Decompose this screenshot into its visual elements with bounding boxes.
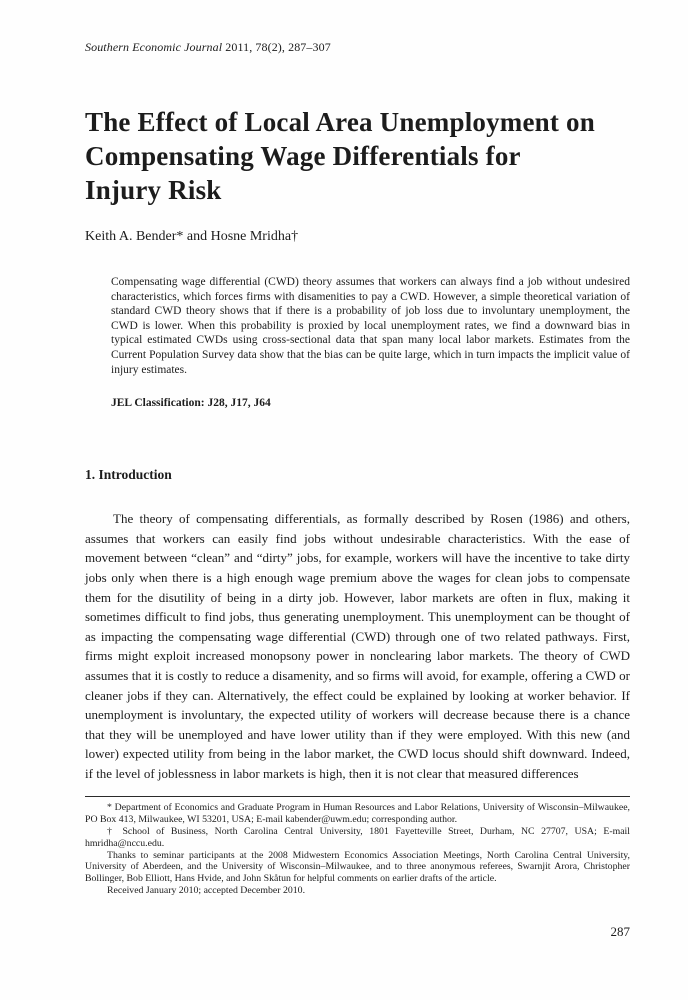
paper-title-line-1: The Effect of Local Area Unemployment on: [85, 107, 595, 137]
footnote-author-affiliation-1: * Department of Economics and Graduate Program in Human Resources and Labor Relations, University of Wisconsin–Milwaukee, PO Box 413, Milwaukee, WI 53201, USA; E-mail kabender@uwm.edu; corresponding author.: [85, 802, 630, 826]
footnote-received-accepted: Received January 2010; accepted December 2010.: [107, 885, 306, 897]
authors-line: Keith A. Bender* and Hosne Mridha†: [85, 229, 299, 244]
journal-issue-info: 2011, 78(2), 287–307: [222, 40, 331, 54]
journal-header: [85, 40, 630, 55]
paper-title-line-2: Compensating Wage Differentials for: [85, 141, 521, 171]
section-heading-introduction: 1. Introduction: [85, 467, 172, 483]
journal-name: Southern Economic Journal: [85, 40, 223, 54]
abstract-text: Compensating wage differential (CWD) theory assumes that workers can always find a job without undesired characteristics, which forces firms with disamenities to pay a CWD. However, a simple theoretical variation of standard CWD theory shows that if there is a probability of job loss due to involuntary unemployment, the CWD is lower. When this probability is proxied by local unemployment rates, we find a downward bias in typical estimated CWDs using cross-sectional data that span many local labor markets. Estimates from the Current Population Survey data show that the bias can be quite large, which in turn impacts the implicit value of injury estimates.: [111, 276, 630, 376]
paper-title: [85, 105, 630, 207]
page-number: 287: [610, 924, 630, 939]
footnote-author-affiliation-2: † School of Business, North Carolina Central University, 1801 Fayetteville Street, Durham, NC 27707, USA; E-mail hmridha@nccu.edu.: [85, 826, 630, 849]
body-paragraph: The theory of compensating differentials, as formally described by Rosen (1986) and others, assumes that workers can easily find jobs without undesirable characteristics. With the ease of movement between “clean” and “dirty” jobs, for example, workers will have the incentive to take dirty jobs only when there is a high enough wage premium above the wages for clean jobs to compensate them for the disutility of being in a dirty job. However, labor markets are often in flux, making it sometimes difficult to find jobs, thus generating unemployment. This unemployment can be thought of as impacting the compensating wage differential (CWD) through one of two related pathways. First, firms might exploit increased monopsony power in nonclearing labor markets. The theory of CWD assumes that it is costly to reduce a disamenity, and so firms will avoid, for example, offering a CWD or cleaner jobs if they can. Alternatively, the effect could be explained by looking at worker behavior. If unemployment is involuntary, the expected utility of workers will decrease because there is a chance that they will be unemployed and have lower utility than if they were employed. With this new (and lower) expected utility from being in the labor market, the CWD locus should shift downward. Indeed, if the level of joblessness in labor markets is high, then it is not clear that measured differences: [85, 511, 630, 781]
footnotes-block: [85, 796, 630, 896]
jel-classification: JEL Classification: J28, J17, J64: [111, 397, 271, 410]
footnote-acknowledgements: Thanks to seminar participants at the 2008 Midwestern Economics Association Meetings, North Carolina Central University, University of Aberdeen, and the University of Wisconsin–Milwaukee, and to three anonymous referees, Swarnjit Arora, Christopher Bollinger, Bob Elliott, Hans Hvide, and John Skåtun for helpful comments on earlier drafts of the article.: [85, 849, 630, 885]
paper-title-line-3: Injury Risk: [85, 175, 222, 205]
